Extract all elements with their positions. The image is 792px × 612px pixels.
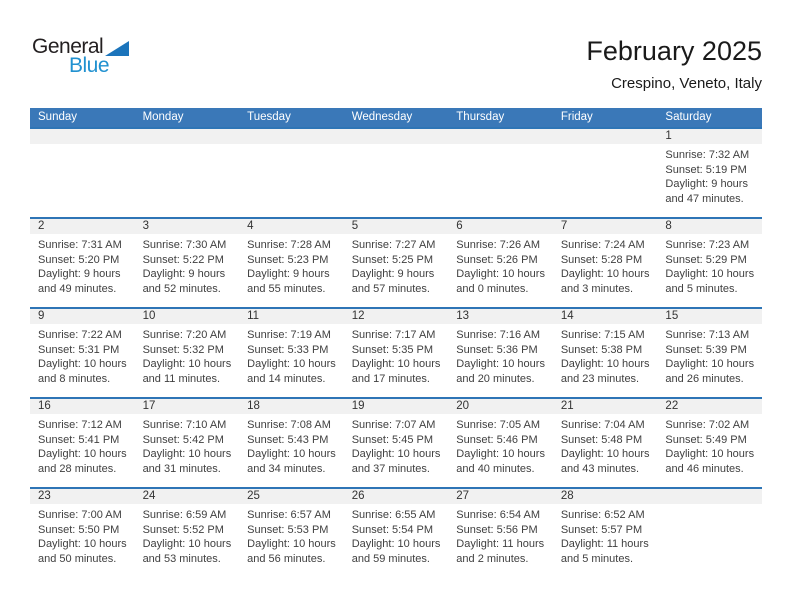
day-cell-14 — [553, 309, 658, 397]
day-number: 12 — [344, 309, 449, 324]
day-details — [135, 324, 240, 386]
daylight-text: Daylight: 9 hours and 52 minutes. — [142, 268, 226, 295]
sunrise-text: Sunrise: 7:19 AM — [247, 329, 331, 341]
daylight-text: Daylight: 10 hours and 5 minutes. — [665, 268, 755, 295]
day-number: 7 — [553, 219, 658, 234]
sunrise-text: Sunrise: 7:32 AM — [665, 149, 750, 161]
day-cell-24 — [135, 489, 240, 577]
sunset-text: Sunset: 5:54 PM — [351, 523, 434, 536]
day-number: 1 — [657, 129, 762, 144]
sunrise-text: Sunrise: 7:04 AM — [560, 419, 645, 431]
logo-text-blue: Blue — [69, 54, 110, 77]
day-cell-16 — [30, 399, 135, 487]
day-number: 27 — [448, 489, 553, 504]
sunset-text: Sunset: 5:42 PM — [142, 433, 224, 446]
day-cell-4 — [239, 219, 344, 307]
daylight-text: Daylight: 10 hours and 46 minutes. — [665, 448, 755, 475]
day-number: 19 — [344, 399, 449, 414]
week-row — [30, 217, 762, 307]
sunset-text: Sunset: 5:43 PM — [247, 433, 329, 446]
week-row — [30, 127, 762, 217]
day-cell-28 — [553, 489, 658, 577]
day-number — [553, 129, 658, 144]
week-row — [30, 487, 762, 577]
day-number: 13 — [448, 309, 553, 324]
sunrise-text: Sunrise: 7:26 AM — [456, 239, 541, 251]
daylight-text: Daylight: 9 hours and 57 minutes. — [351, 268, 435, 295]
sunset-text: Sunset: 5:39 PM — [665, 343, 747, 356]
sunrise-text: Sunrise: 7:02 AM — [665, 419, 750, 431]
sunset-text: Sunset: 5:45 PM — [351, 433, 434, 446]
weekday-header-friday: Friday — [560, 111, 593, 123]
day-number: 17 — [135, 399, 240, 414]
day-cell-25 — [239, 489, 344, 577]
day-details — [553, 504, 658, 566]
day-cell-10 — [135, 309, 240, 397]
day-details — [344, 234, 449, 296]
day-details — [30, 414, 135, 476]
sunrise-text: Sunrise: 6:54 AM — [456, 509, 541, 521]
day-details — [448, 414, 553, 476]
day-number: 23 — [30, 489, 135, 504]
day-details — [239, 504, 344, 566]
daylight-text: Daylight: 10 hours and 53 minutes. — [142, 538, 232, 565]
day-cell-empty — [448, 129, 553, 217]
daylight-text: Daylight: 10 hours and 11 minutes. — [142, 358, 232, 385]
day-number: 2 — [30, 219, 135, 234]
daylight-text: Daylight: 10 hours and 43 minutes. — [560, 448, 650, 475]
day-number: 15 — [657, 309, 762, 324]
weekday-header-row — [30, 108, 762, 127]
sunrise-text: Sunrise: 7:15 AM — [560, 329, 645, 341]
calendar-grid — [30, 108, 762, 577]
daylight-text: Daylight: 9 hours and 47 minutes. — [665, 178, 748, 205]
day-details — [553, 234, 658, 296]
day-number: 5 — [344, 219, 449, 234]
day-details — [344, 504, 449, 566]
sunrise-text: Sunrise: 7:08 AM — [247, 419, 331, 431]
day-details — [553, 414, 658, 476]
topbar — [0, 0, 792, 102]
day-cell-18 — [239, 399, 344, 487]
day-details — [657, 234, 762, 296]
day-number — [239, 129, 344, 144]
sunset-text: Sunset: 5:35 PM — [351, 343, 434, 356]
weekday-header-wednesday: Wednesday — [351, 111, 413, 123]
day-number: 20 — [448, 399, 553, 414]
day-details — [448, 324, 553, 386]
sunrise-text: Sunrise: 7:31 AM — [38, 239, 122, 251]
sunrise-text: Sunrise: 7:22 AM — [38, 329, 122, 341]
day-cell-11 — [239, 309, 344, 397]
daylight-text: Daylight: 10 hours and 20 minutes. — [456, 358, 545, 385]
sunset-text: Sunset: 5:56 PM — [456, 523, 538, 536]
day-details — [30, 324, 135, 386]
weeks-container — [30, 127, 762, 577]
daylight-text: Daylight: 10 hours and 14 minutes. — [247, 358, 336, 385]
week-row — [30, 397, 762, 487]
day-cell-3 — [135, 219, 240, 307]
weekday-header-tuesday: Tuesday — [247, 111, 291, 123]
daylight-text: Daylight: 11 hours and 5 minutes. — [560, 538, 649, 565]
day-details — [657, 144, 762, 206]
day-cell-22 — [657, 399, 762, 487]
sunset-text: Sunset: 5:29 PM — [665, 253, 747, 266]
sunset-text: Sunset: 5:28 PM — [560, 253, 643, 266]
day-details — [239, 324, 344, 386]
sunset-text: Sunset: 5:25 PM — [351, 253, 434, 266]
day-cell-7 — [553, 219, 658, 307]
sunrise-text: Sunrise: 7:16 AM — [456, 329, 541, 341]
day-cell-13 — [448, 309, 553, 397]
day-details — [30, 504, 135, 566]
daylight-text: Daylight: 9 hours and 55 minutes. — [247, 268, 330, 295]
daylight-text: Daylight: 10 hours and 0 minutes. — [456, 268, 545, 295]
day-number — [657, 489, 762, 504]
day-details — [344, 324, 449, 386]
day-cell-2 — [30, 219, 135, 307]
sunrise-text: Sunrise: 7:20 AM — [142, 329, 227, 341]
daylight-text: Daylight: 10 hours and 17 minutes. — [351, 358, 441, 385]
day-details — [135, 414, 240, 476]
sunset-text: Sunset: 5:53 PM — [247, 523, 329, 536]
sunset-text: Sunset: 5:41 PM — [38, 433, 120, 446]
day-number: 8 — [657, 219, 762, 234]
day-cell-26 — [344, 489, 449, 577]
logo-text-general: General — [32, 35, 104, 58]
day-number: 4 — [239, 219, 344, 234]
day-number — [344, 129, 449, 144]
day-cell-9 — [30, 309, 135, 397]
day-details — [135, 234, 240, 296]
sunset-text: Sunset: 5:48 PM — [560, 433, 643, 446]
daylight-text: Daylight: 10 hours and 8 minutes. — [38, 358, 127, 385]
sunset-text: Sunset: 5:32 PM — [142, 343, 224, 356]
sunset-text: Sunset: 5:33 PM — [247, 343, 329, 356]
day-number — [30, 129, 135, 144]
weekday-header-monday: Monday — [142, 111, 184, 123]
sunset-text: Sunset: 5:49 PM — [665, 433, 747, 446]
day-cell-15 — [657, 309, 762, 397]
day-number: 28 — [553, 489, 658, 504]
day-cell-27 — [448, 489, 553, 577]
sunrise-text: Sunrise: 6:55 AM — [351, 509, 436, 521]
sunrise-text: Sunrise: 7:23 AM — [665, 239, 750, 251]
sunset-text: Sunset: 5:20 PM — [38, 253, 120, 266]
sunrise-text: Sunrise: 6:52 AM — [560, 509, 645, 521]
weekday-header-saturday: Saturday — [665, 111, 712, 123]
sunrise-text: Sunrise: 7:05 AM — [456, 419, 541, 431]
page-subtitle: Crespino, Veneto, Italy — [611, 75, 762, 92]
title-block — [586, 36, 762, 92]
sunrise-text: Sunrise: 7:12 AM — [38, 419, 122, 431]
day-number — [135, 129, 240, 144]
day-number: 18 — [239, 399, 344, 414]
sunrise-text: Sunrise: 7:27 AM — [351, 239, 436, 251]
day-number: 9 — [30, 309, 135, 324]
day-number: 14 — [553, 309, 658, 324]
daylight-text: Daylight: 10 hours and 50 minutes. — [38, 538, 127, 565]
day-number: 25 — [239, 489, 344, 504]
day-cell-6 — [448, 219, 553, 307]
day-details — [657, 324, 762, 386]
sunset-text: Sunset: 5:38 PM — [560, 343, 643, 356]
daylight-text: Daylight: 10 hours and 34 minutes. — [247, 448, 336, 475]
day-number — [448, 129, 553, 144]
sunrise-text: Sunrise: 6:57 AM — [247, 509, 331, 521]
sunset-text: Sunset: 5:23 PM — [247, 253, 329, 266]
day-number: 3 — [135, 219, 240, 234]
daylight-text: Daylight: 10 hours and 37 minutes. — [351, 448, 441, 475]
sunrise-text: Sunrise: 7:10 AM — [142, 419, 227, 431]
day-cell-21 — [553, 399, 658, 487]
sunrise-text: Sunrise: 7:13 AM — [665, 329, 750, 341]
week-row — [30, 307, 762, 397]
weekday-header-thursday: Thursday — [456, 111, 505, 123]
day-details — [239, 414, 344, 476]
day-details — [135, 504, 240, 566]
day-cell-17 — [135, 399, 240, 487]
sunset-text: Sunset: 5:26 PM — [456, 253, 538, 266]
sunrise-text: Sunrise: 7:24 AM — [560, 239, 645, 251]
day-cell-8 — [657, 219, 762, 307]
day-details — [553, 324, 658, 386]
daylight-text: Daylight: 11 hours and 2 minutes. — [456, 538, 545, 565]
day-cell-empty — [344, 129, 449, 217]
sunset-text: Sunset: 5:52 PM — [142, 523, 224, 536]
daylight-text: Daylight: 10 hours and 23 minutes. — [560, 358, 650, 385]
day-number: 10 — [135, 309, 240, 324]
day-number: 6 — [448, 219, 553, 234]
day-cell-12 — [344, 309, 449, 397]
daylight-text: Daylight: 10 hours and 40 minutes. — [456, 448, 545, 475]
day-cell-empty — [553, 129, 658, 217]
general-blue-logo — [32, 36, 129, 76]
day-details — [448, 504, 553, 566]
day-number: 24 — [135, 489, 240, 504]
day-cell-empty — [239, 129, 344, 217]
day-number: 11 — [239, 309, 344, 324]
sunset-text: Sunset: 5:22 PM — [142, 253, 224, 266]
day-details — [344, 414, 449, 476]
sunset-text: Sunset: 5:46 PM — [456, 433, 538, 446]
sunrise-text: Sunrise: 7:30 AM — [142, 239, 227, 251]
sunrise-text: Sunrise: 7:17 AM — [351, 329, 436, 341]
day-number: 22 — [657, 399, 762, 414]
daylight-text: Daylight: 10 hours and 31 minutes. — [142, 448, 232, 475]
sunrise-text: Sunrise: 7:07 AM — [351, 419, 436, 431]
daylight-text: Daylight: 10 hours and 56 minutes. — [247, 538, 336, 565]
sunrise-text: Sunrise: 7:00 AM — [38, 509, 122, 521]
daylight-text: Daylight: 10 hours and 28 minutes. — [38, 448, 127, 475]
day-details — [657, 414, 762, 476]
day-cell-23 — [30, 489, 135, 577]
day-details — [30, 234, 135, 296]
daylight-text: Daylight: 10 hours and 3 minutes. — [560, 268, 650, 295]
day-cell-empty — [657, 489, 762, 577]
day-cell-19 — [344, 399, 449, 487]
sunset-text: Sunset: 5:36 PM — [456, 343, 538, 356]
day-cell-5 — [344, 219, 449, 307]
sunset-text: Sunset: 5:31 PM — [38, 343, 120, 356]
daylight-text: Daylight: 10 hours and 26 minutes. — [665, 358, 755, 385]
daylight-text: Daylight: 10 hours and 59 minutes. — [351, 538, 441, 565]
day-details — [239, 234, 344, 296]
sunrise-text: Sunrise: 6:59 AM — [142, 509, 227, 521]
daylight-text: Daylight: 9 hours and 49 minutes. — [38, 268, 121, 295]
day-details — [448, 234, 553, 296]
sunset-text: Sunset: 5:57 PM — [560, 523, 643, 536]
day-number: 21 — [553, 399, 658, 414]
day-number: 26 — [344, 489, 449, 504]
sunrise-text: Sunrise: 7:28 AM — [247, 239, 331, 251]
day-cell-20 — [448, 399, 553, 487]
page-title: February 2025 — [586, 36, 762, 66]
weekday-header-sunday: Sunday — [38, 111, 78, 123]
sunset-text: Sunset: 5:50 PM — [38, 523, 120, 536]
day-cell-empty — [30, 129, 135, 217]
sunset-text: Sunset: 5:19 PM — [665, 163, 747, 176]
day-cell-1 — [657, 129, 762, 217]
day-number: 16 — [30, 399, 135, 414]
day-cell-empty — [135, 129, 240, 217]
